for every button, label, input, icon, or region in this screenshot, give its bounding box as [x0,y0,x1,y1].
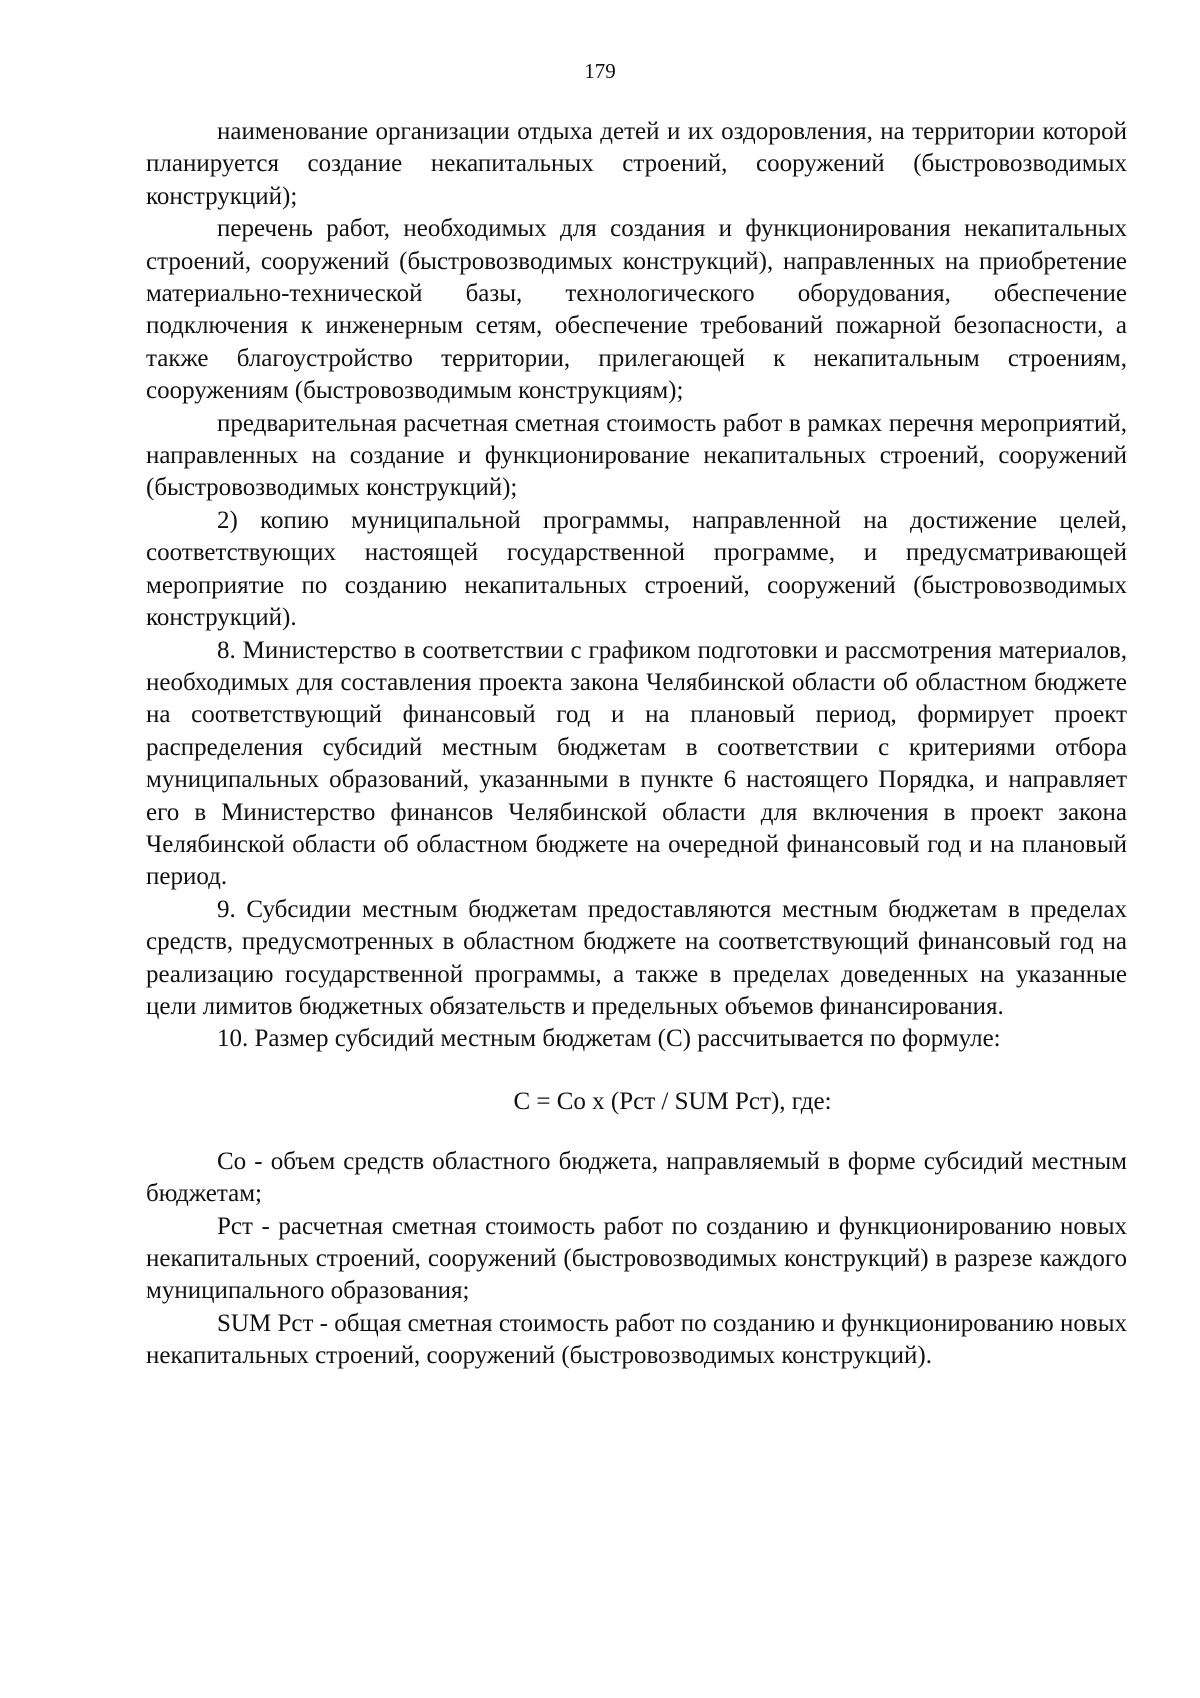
definition-co: Со - объем средств областного бюджета, направляемый в форме субсидий местным бюджетам; [146,1147,1127,1208]
paragraph-clause-8: 8. Министерство в соответствии с графиком подготовки и рассмотрения материалов, необходимых для составления проекта закона Челябинской области об областном бюджете на соответствующий финансовый год и на плановый период, формирует проект распределения субсидий местным бюджетам в соответствии с критериями отбора муниципальных образований, указанными в пункте 6 настоящего Порядка, и направляет его в Министерство финансов Челябинской области для включения в проект закона Челябинской области об областном бюджете на очередной финансовый год и на плановый период. [146,636,1127,891]
definition-sum-rst: SUM Рст - общая сметная стоимость работ по созданию и функционированию новых некапитальных строений, сооружений (быстровозводимых конструкций). [146,1309,1127,1370]
paragraph-clause-10: 10. Размер субсидий местным бюджетам (С) рассчитывается по формуле: [217,1025,1001,1053]
definition-rst: Рст - расчетная сметная стоимость работ по созданию и функционированию новых некапитальных строений, сооружений (быстровозводимых конструкций) в разрезе каждого муниципального образования; [146,1212,1127,1305]
paragraph-preliminary-cost: предварительная расчетная сметная стоимость работ в рамках перечня мероприятий, направленных на создание и функционирование некапитальных строений, сооружений (быстровозводимых конструкций); [146,409,1127,502]
paragraph-clause-9: 9. Субсидии местным бюджетам предоставляются местным бюджетам в пределах средств, предусмотренных в областном бюджете на соответствующий финансовый год на реализацию государственной программы, а также в пределах доведенных на указанные цели лимитов бюджетных обязательств и предельных объемов финансирования. [146,895,1127,1020]
paragraph-works-list: перечень работ, необходимых для создания и функционирования некапитальных строений, сооружений (быстровозводимых конструкций), направленных на приобретение материально-технической базы, технологического оборудования, обеспечение подключения к инженерным сетям, обеспечение требований пожарной безопасности, а также благоустройство территории, прилегающей к некапитальным строениям, сооружениям (быстровозводимым конструкциям); [146,215,1127,405]
page-number: 179 [584,59,616,83]
paragraph-municipal-program: 2) копию муниципальной программы, направленной на достижение целей, соответствующих настоящей государственной программе, и предусматривающей мероприятие по созданию некапитальных строений, сооружений (быстровозводимых конструкций). [146,506,1127,632]
paragraph-org-name: наименование организации отдыха детей и их оздоровления, на территории которой планируется создание некапитальных строений, сооружений (быстровозводимых конструкций); [146,118,1127,210]
subsidy-formula: С = Со x (Рст / SUM Рст), где: [513,1087,832,1115]
document-body [146,116,1127,1373]
